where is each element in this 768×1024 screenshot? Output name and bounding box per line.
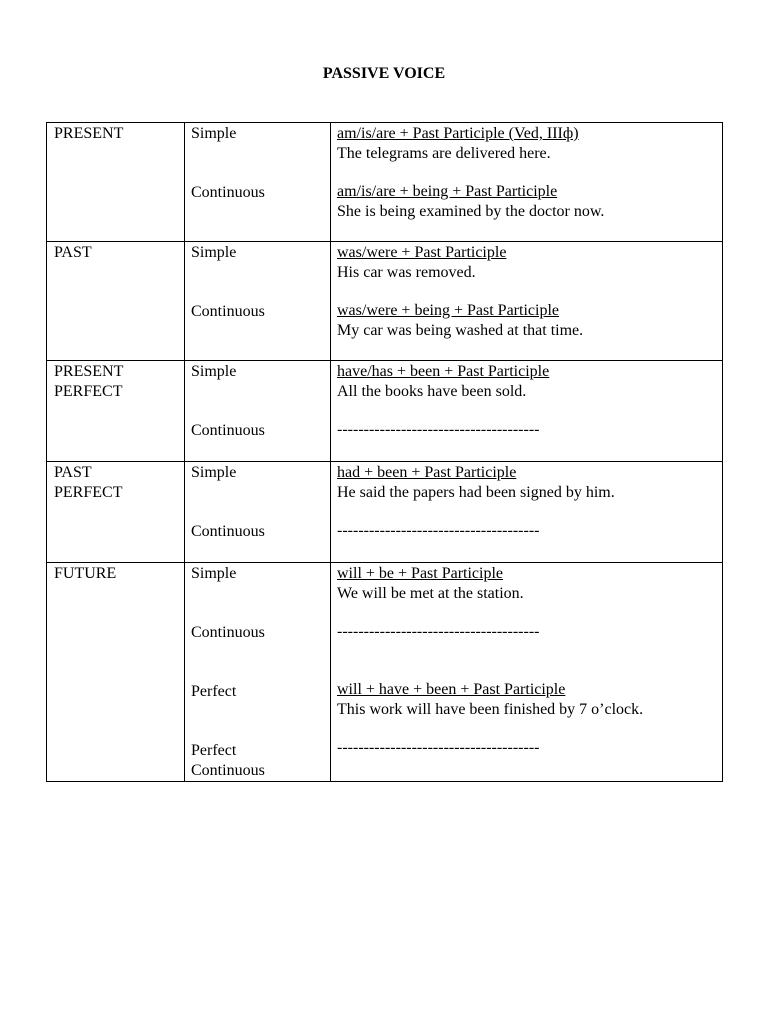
rule-entry (337, 242, 716, 282)
not-used-dashes: -------------------------------------- (337, 739, 540, 756)
tense-cell (47, 563, 185, 782)
aspect-cell (185, 462, 331, 563)
rule-cell (331, 123, 723, 242)
rule-entry (337, 419, 716, 459)
formula-text: was/were + Past Participle (337, 244, 507, 261)
tense-label: FUTURE (54, 565, 117, 582)
not-used-dashes: -------------------------------------- (337, 522, 540, 539)
example-sentence: All the books have been sold. (337, 383, 527, 400)
table-row-present-perfect (47, 361, 723, 462)
tense-label: PAST (54, 464, 92, 481)
rule-entry (337, 520, 716, 560)
aspect-label: Simple (191, 363, 237, 380)
tense-label: PERFECT (54, 484, 123, 501)
rule-entry (337, 123, 716, 163)
not-used-dashes: -------------------------------------- (337, 623, 540, 640)
aspect-label: Continuous (191, 422, 265, 439)
table-row-future (47, 563, 723, 782)
not-used-dashes: -------------------------------------- (337, 421, 540, 438)
formula-text: have/has + been + Past Participle (337, 363, 550, 380)
passive-voice-table (46, 122, 723, 782)
formula-text: am/is/are + being + Past Participle (337, 183, 558, 200)
formula-text: will + be + Past Participle (337, 565, 504, 582)
rule-entry (337, 181, 716, 221)
formula-text: was/were + being + Past Participle (337, 302, 559, 319)
formula-text: will + have + been + Past Participle (337, 681, 566, 698)
aspect-label: Simple (191, 565, 237, 582)
formula-text: am/is/are + Past Participle (Ved, IIIф) (337, 125, 579, 142)
example-sentence: This work will have been finished by 7 o’clock. (337, 701, 644, 718)
tense-cell (47, 462, 185, 563)
aspect-label: Perfect (191, 683, 237, 700)
rule-entry (337, 679, 716, 719)
example-sentence: His car was removed. (337, 264, 476, 281)
aspect-label: Continuous (191, 523, 265, 540)
rule-cell (331, 563, 723, 782)
page-title: PASSIVE VOICE (322, 65, 446, 82)
aspect-label-line: Perfect (191, 742, 237, 759)
aspect-cell (185, 361, 331, 462)
example-sentence: She is being examined by the doctor now. (337, 203, 605, 220)
aspect-label (191, 740, 324, 781)
rule-entry (337, 737, 716, 777)
rule-entry (337, 361, 716, 401)
formula-text: had + been + Past Participle (337, 464, 517, 481)
tense-label: PRESENT (54, 125, 124, 142)
rule-entry (337, 621, 716, 661)
aspect-label: Simple (191, 125, 237, 142)
aspect-label: Continuous (191, 303, 265, 320)
rule-cell (331, 462, 723, 563)
rule-cell (331, 361, 723, 462)
tense-cell (47, 242, 185, 361)
example-sentence: The telegrams are delivered here. (337, 145, 551, 162)
rule-entry (337, 462, 716, 502)
rule-entry (337, 300, 716, 340)
tense-cell (47, 361, 185, 462)
aspect-label-line: Continuous (191, 762, 265, 779)
rule-entry (337, 563, 716, 603)
table-row-past-perfect (47, 462, 723, 563)
tense-label: PRESENT (54, 363, 124, 380)
table-row-past (47, 242, 723, 361)
aspect-label: Simple (191, 244, 237, 261)
rule-cell (331, 242, 723, 361)
example-sentence: We will be met at the station. (337, 585, 524, 602)
tense-cell (47, 123, 185, 242)
aspect-cell (185, 242, 331, 361)
example-sentence: My car was being washed at that time. (337, 322, 584, 339)
table-row-present (47, 123, 723, 242)
aspect-label: Continuous (191, 624, 265, 641)
aspect-cell (185, 123, 331, 242)
aspect-label: Simple (191, 464, 237, 481)
tense-label: PAST (54, 244, 92, 261)
aspect-cell (185, 563, 331, 782)
tense-label: PERFECT (54, 383, 123, 400)
example-sentence: He said the papers had been signed by him. (337, 484, 615, 501)
aspect-label: Continuous (191, 184, 265, 201)
